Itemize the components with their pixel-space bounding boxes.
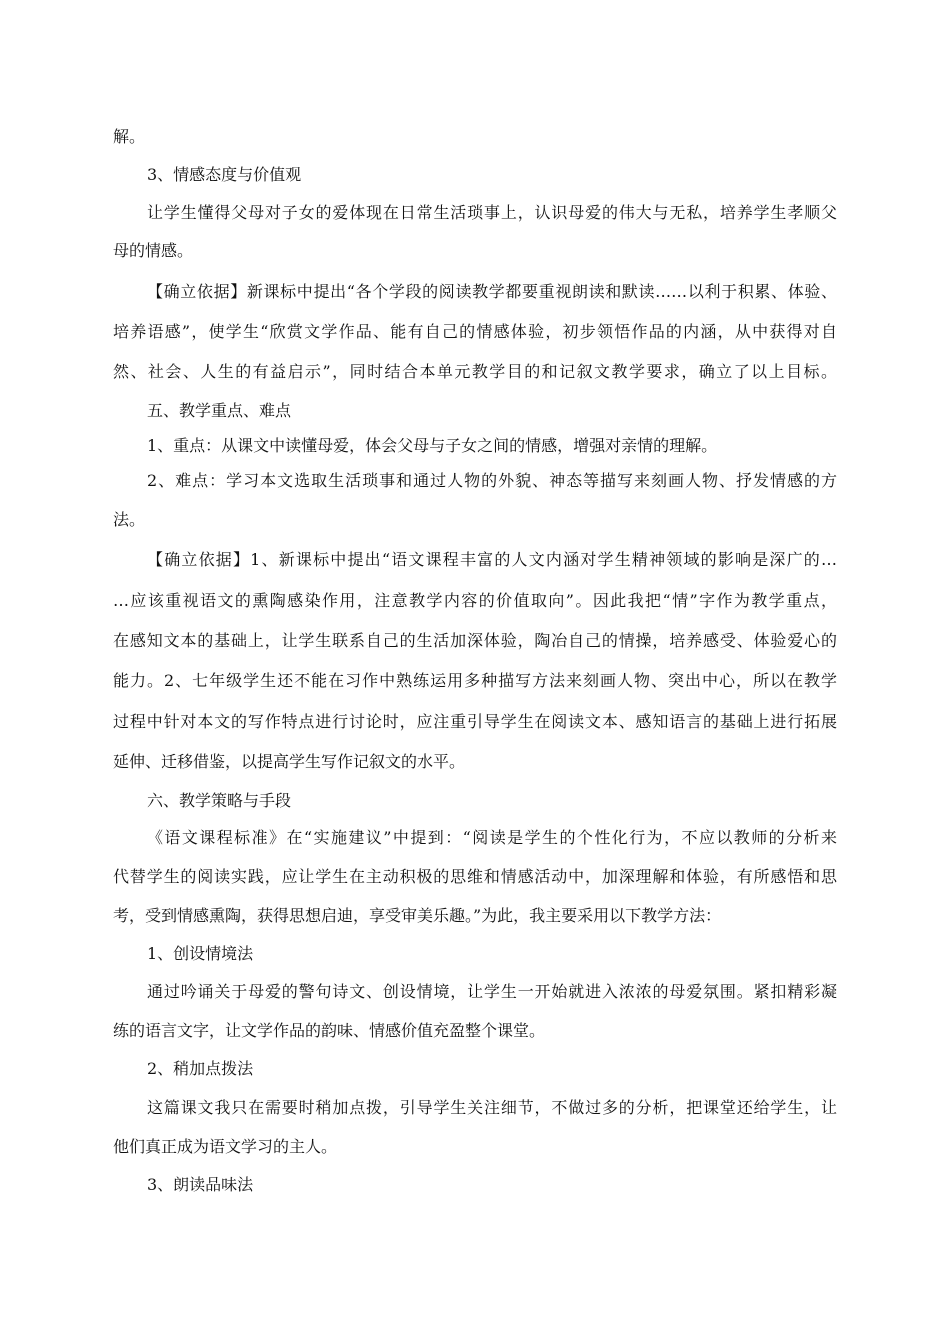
paragraph-line: 【确立依据】新课标中提出“各个学段的阅读教学都要重视朗读和默读……以利于积累、体验、 [147,282,837,301]
paragraph-line: 这篇课文我只在需要时稍加点拨，引导学生关注细节，不做过多的分析，把课堂还给学生，让 [147,1098,837,1117]
paragraph-line: 《语文课程标准》在“实施建议”中提到：“阅读是学生的个性化行为，不应以教师的分析来 [147,828,837,847]
paragraph-line: 然、社会、人生的有益启示”，同时结合本单元教学目的和记叙文教学要求，确立了以上目标。 [113,362,837,381]
paragraph-line: 练的语言文字，让文学作品的韵味、情感价值充盈整个课堂。 [113,1021,546,1040]
paragraph-line: 让学生懂得父母对子女的爱体现在日常生活琐事上，认识母爱的伟大与无私，培养学生孝顺父 [147,203,837,222]
paragraph-line: 培养语感”，使学生“欣赏文学作品、能有自己的情感体验，初步领悟作品的内涵，从中获得对自 [113,322,837,341]
paragraph-line: 考，受到情感熏陶，获得思想启迪，享受审美乐趣。”为此，我主要采用以下教学方法： [113,906,722,925]
paragraph-line: 延伸、迁移借鉴，以提高学生写作记叙文的水平。 [113,752,466,771]
paragraph-line: 通过吟诵关于母爱的警句诗文、创设情境，让学生一开始就进入浓浓的母爱氛围。紧扣精彩凝 [147,982,837,1001]
section-heading: 六、教学策略与手段 [147,791,292,810]
section-heading: 1、创设情境法 [147,944,254,963]
paragraph-line: 他们真正成为语文学习的主人。 [113,1137,338,1156]
section-heading: 3、朗读品味法 [147,1175,254,1194]
paragraph-line: 在感知文本的基础上，让学生联系自己的生活加深体验，陶冶自己的情操，培养感受、体验爱心的 [113,631,837,650]
paragraph-line: 【确立依据】1、新课标中提出“语文课程丰富的人文内涵对学生精神领域的影响是深广的… [147,550,837,569]
paragraph-line: 代替学生的阅读实践，应让学生在主动积极的思维和情感活动中，加深理解和体验，有所感悟和思 [113,867,837,886]
paragraph-line: 2、难点：学习本文选取生活琐事和通过人物的外貌、神态等描写来刻画人物、抒发情感的方 [147,471,837,490]
paragraph-line: 法。 [113,510,146,529]
paragraph-line: 母的情感。 [113,241,194,260]
paragraph-line: 过程中针对本文的写作特点进行讨论时，应注重引导学生在阅读文本、感知语言的基础上进行拓展 [113,712,837,731]
section-heading: 2、稍加点拨法 [147,1059,254,1078]
paragraph-line: 能力。2、七年级学生还不能在习作中熟练运用多种描写方法来刻画人物、突出中心，所以在教学 [113,671,837,690]
paragraph-line: 1、重点：从课文中读懂母爱，体会父母与子女之间的情感，增强对亲情的理解。 [147,436,718,455]
paragraph-line: 解。 [113,127,146,146]
section-heading: 3、情感态度与价值观 [147,165,302,184]
section-heading: 五、教学重点、难点 [147,401,292,420]
paragraph-line: …应该重视语文的熏陶感染作用，注意教学内容的价值取向”。因此我把“情”字作为教学重点， [113,591,837,610]
